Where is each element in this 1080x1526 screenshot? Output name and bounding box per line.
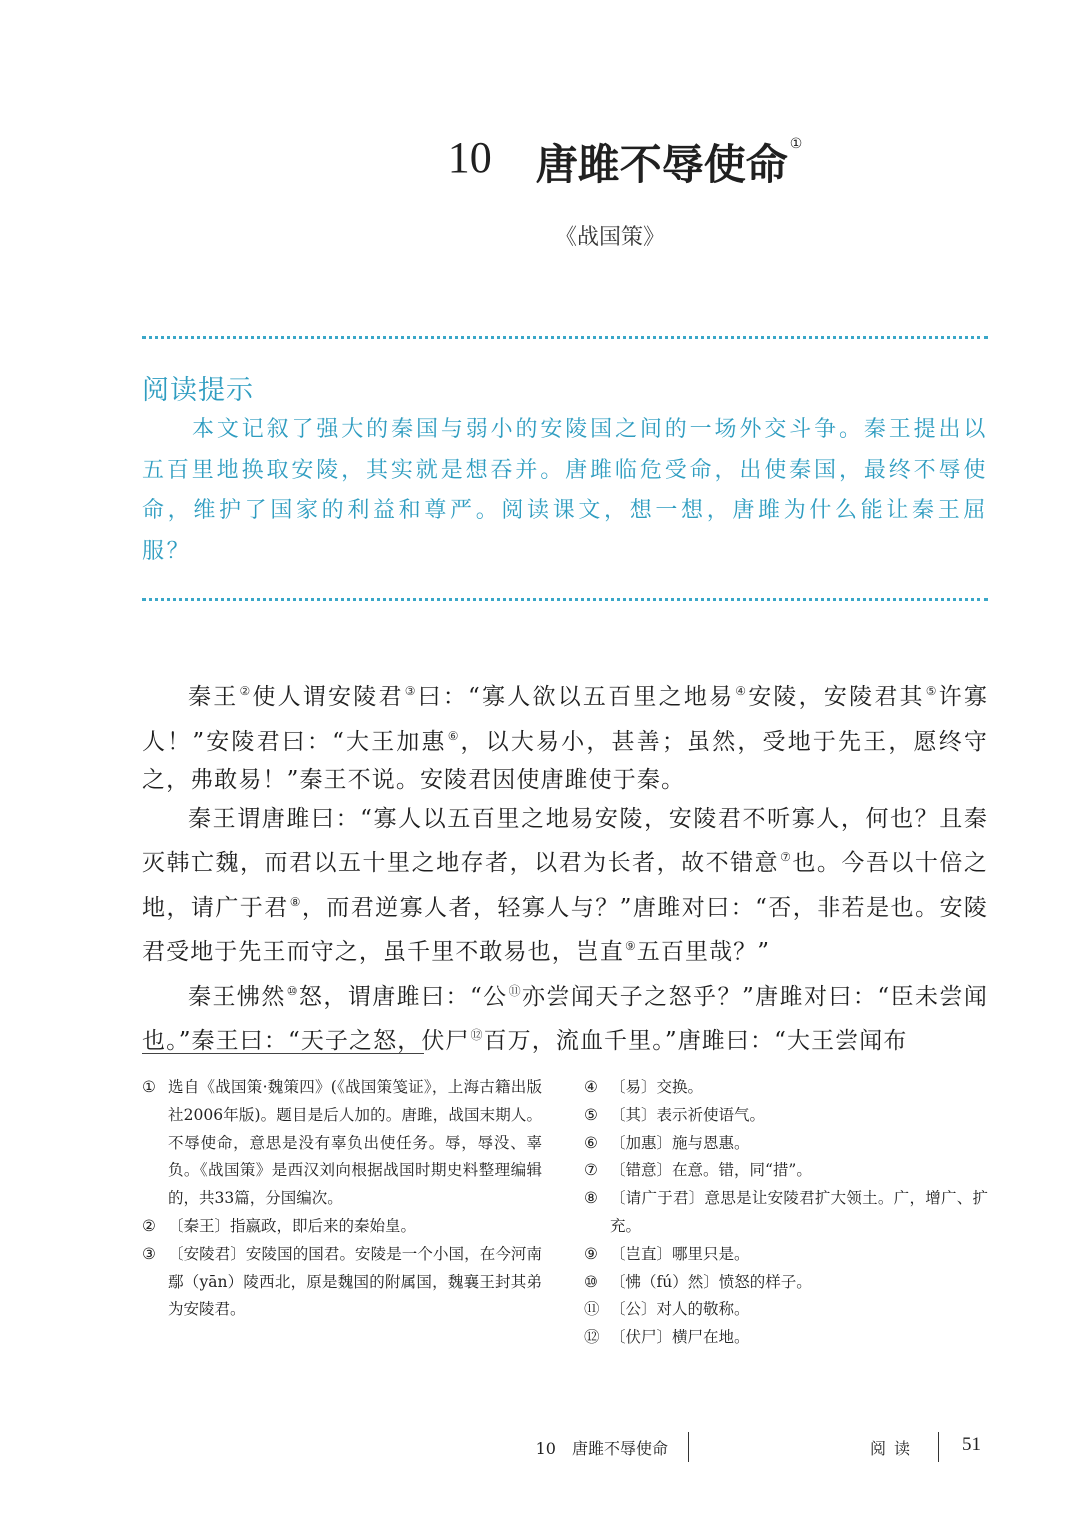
footnote-text: 〔岂直〕哪里只是。 — [610, 1244, 750, 1263]
footnote-ref[interactable]: ⑪ — [508, 983, 521, 998]
footnote-ref[interactable]: ⑨ — [625, 939, 636, 953]
footnote-text: 〔秦王〕指嬴政，即后来的秦始皇。 — [168, 1216, 417, 1235]
footnote-marker: ① — [142, 1078, 156, 1096]
footnote-ref[interactable]: ④ — [735, 684, 748, 698]
footnote-text: 〔请广于君〕意思是让安陵君扩大领土。广，增广、扩充。 — [610, 1189, 988, 1235]
footnote-marker: ⑧ — [584, 1189, 598, 1208]
title-footnote-marker[interactable]: ① — [789, 136, 803, 152]
footnote-item — [584, 1157, 988, 1185]
footer-lesson-title: 10 唐雎不辱使命 — [535, 1439, 668, 1458]
text-run: 安陵，安陵君其 — [748, 684, 925, 710]
footnote-text: 〔公〕对人的敬称。 — [610, 1300, 750, 1319]
footnote-text: 选自《战国策·魏策四》(《战国策笺证》，上海古籍出版社2006年版)。题目是后人加的。唐雎，战国末期人。不辱使命，意思是没有辜负出使任务。辱，辱没、辜负。《战国策》是西汉刘向根据战国时期史料整理编辑的，共33篇，分国编次。 — [168, 1078, 542, 1208]
paragraph-3 — [142, 972, 988, 1061]
footnote-ref[interactable]: ⑩ — [286, 983, 298, 998]
footnote-marker: ⑤ — [584, 1105, 598, 1124]
footnote-item — [584, 1074, 988, 1102]
footnote-text: 〔易〕交换。 — [610, 1078, 704, 1096]
text-run: 曰：“寡人欲以五百里之地易 — [417, 684, 735, 710]
text-run: 也。今吾以十倍之地，请广于君 — [142, 850, 988, 921]
footnote-item — [584, 1102, 988, 1130]
footnote-marker: ⑨ — [584, 1244, 598, 1263]
text-run: 亦尝闻天子之怒乎？”唐雎对曰：“臣未尝闻也。”秦王曰：“天子之怒，伏尸 — [142, 983, 988, 1054]
footnote-rule — [142, 1053, 424, 1054]
dotted-divider-top — [142, 336, 988, 339]
footnote-marker: ③ — [142, 1244, 156, 1263]
footnotes-left-column — [142, 1074, 542, 1324]
footnote-marker: ⑪ — [584, 1300, 600, 1319]
reading-tips-body: 本文记叙了强大的秦国与弱小的安陵国之间的一场外交斗争。秦王提出以五百里地换取安陵，其实就是想吞并。唐雎临危受命，出使秦国，最终不辱使命，维护了国家的利益和尊严。阅读课文，想一想，唐雎为什么能让秦王屈服？ — [142, 417, 988, 564]
footnote-marker: ⑥ — [584, 1133, 598, 1152]
footnote-ref[interactable]: ⑦ — [780, 850, 792, 864]
text-run: 秦王谓唐雎曰：“寡人以五百里之地易安陵，安陵君不听寡人，何也？且秦灭韩亡魏，而君以五十里之地存者，以君为长者，故不错意 — [142, 805, 988, 876]
footnote-text: 〔怫（fú）然〕愤怒的样子。 — [610, 1272, 812, 1291]
footnote-ref[interactable]: ② — [239, 684, 252, 698]
text-run: 百万，流血千里。”唐雎曰：“大王尝闻布 — [483, 1028, 908, 1054]
footnote-text: 〔错意〕在意。错，同“措”。 — [610, 1161, 812, 1180]
footnote-ref[interactable]: ⑧ — [289, 894, 301, 909]
footer-section: 阅读 — [870, 1439, 919, 1458]
footnote-text: 〔安陵君〕安陵国的国君。安陵是一个小国，在今河南鄢（yān）陵西北，原是魏国的附属国，魏襄王封其弟为安陵君。 — [168, 1244, 542, 1319]
lesson-number: 10 — [447, 133, 492, 182]
footnote-marker: ② — [142, 1216, 156, 1235]
footnote-item — [142, 1213, 542, 1241]
text-run: 使人谓安陵君 — [252, 684, 404, 710]
footnote-item — [584, 1324, 988, 1352]
footnote-item — [584, 1269, 988, 1297]
page-footer — [0, 1432, 1080, 1464]
paragraph-2 — [142, 800, 988, 972]
footnote-item — [142, 1241, 542, 1324]
source-book: 《战国策》 — [554, 225, 665, 250]
text-run: 秦王 — [188, 684, 239, 710]
footer-divider — [938, 1432, 939, 1462]
footnote-ref[interactable]: ⑫ — [470, 1028, 483, 1042]
footnote-marker: ⑩ — [584, 1272, 598, 1291]
lesson-title-text: 唐雎不辱使命 — [535, 140, 788, 189]
lesson-title — [0, 132, 1080, 192]
footnote-ref[interactable]: ③ — [404, 684, 417, 698]
main-text — [142, 672, 988, 1061]
footnote-item — [584, 1130, 988, 1158]
text-run: 许寡人！”安陵君曰：“大王加惠 — [142, 684, 988, 755]
paragraph-1 — [142, 672, 988, 800]
text-run: 怒，谓唐雎曰：“公 — [298, 983, 508, 1010]
text-run: 五百里哉？” — [636, 939, 771, 965]
footnote-item — [142, 1074, 542, 1213]
text-run: ，而君逆寡人者，轻寡人与？”唐雎对曰：“否，非若是也。安陵君受地于先王而守之，虽千里不敢易也，岂直 — [142, 894, 988, 965]
footnote-text: 〔其〕表示祈使语气。 — [610, 1105, 766, 1124]
footnote-ref[interactable]: ⑤ — [925, 684, 938, 698]
page-number: 51 — [962, 1434, 981, 1455]
footnote-item — [584, 1241, 988, 1269]
footer-divider — [688, 1432, 689, 1462]
reading-tips-heading: 阅读提示 — [142, 375, 254, 406]
text-run: 秦王怫然 — [188, 983, 286, 1010]
footnotes-right-column — [584, 1074, 988, 1352]
footnote-marker: ⑦ — [584, 1161, 598, 1180]
dotted-divider-bottom — [142, 598, 988, 601]
text-run: ，以大易小，甚善；虽然，受地于先王，愿终守之，弗敢易！”秦王不说。安陵君因使唐雎使于秦。 — [142, 728, 988, 793]
footnote-marker: ④ — [584, 1078, 598, 1096]
footnote-marker: ⑫ — [584, 1328, 600, 1347]
footnote-item — [584, 1296, 988, 1324]
footnote-text: 〔伏尸〕横尸在地。 — [610, 1328, 750, 1347]
footnote-text: 〔加惠〕施与恩惠。 — [610, 1133, 750, 1152]
footnote-ref[interactable]: ⑥ — [447, 728, 460, 743]
footnote-item — [584, 1185, 988, 1241]
